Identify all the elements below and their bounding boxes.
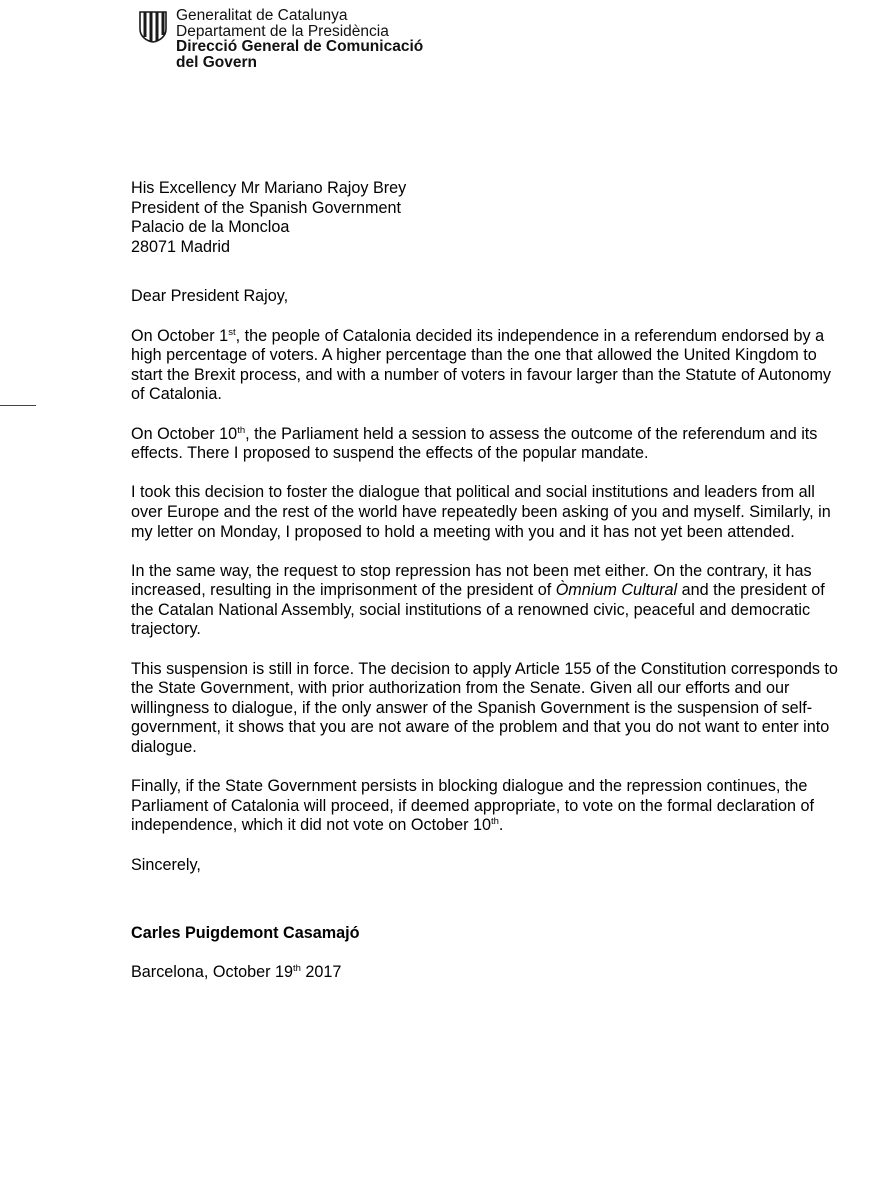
- paragraph-4: In the same way, the request to stop repression has not been met either. On the contrary, it has increased, resulting in the imprisonment of the president of Òmnium Cultural and the president of the Catalan National Assembly, social institutions of a renowned civic, peaceful and democratic trajectory.: [131, 561, 825, 639]
- paragraph-2: On October 10th, the Parliament held a session to assess the outcome of the referendum and its effects. There I proposed to suspend the effects of the popular mandate.: [131, 424, 818, 463]
- signer-name: Carles Puigdemont Casamajó: [131, 924, 360, 943]
- directorate-name: Direcció General de Comunicació: [176, 38, 424, 55]
- recipient-street: Palacio de la Moncloa: [131, 218, 290, 237]
- letter-body: [131, 179, 843, 983]
- recipient-city: 28071 Madrid: [131, 237, 230, 256]
- letterhead-text: [176, 8, 423, 70]
- paragraph-6: Finally, if the State Government persists in blocking dialogue and the repression continues, the Parliament of Catalonia will proceed, if deemed appropriate, to vote on the formal declaration of independence, which it did not vote on October 10th.: [131, 777, 814, 835]
- directorate-name-cont: del Govern: [176, 53, 257, 71]
- place-date: Barcelona, October 19th 2017: [131, 963, 342, 982]
- recipient-title: President of the Spanish Government: [131, 198, 401, 217]
- paragraph-1: On October 1st, the people of Catalonia decided its independence in a referendum endorsed by a high percentage of voters. A higher percentage than the one that allowed the United Kingdom to start the Brexit process, and with a number of voters in favour larger than the Statute of Autonomy of Catalonia.: [131, 326, 832, 404]
- fold-mark: [0, 405, 36, 406]
- paragraph-3: I took this decision to foster the dialogue that political and social institutions and leaders from all over Europe and the rest of the world have repeatedly been asking of you and myself. Similarly, in my letter on Monday, I proposed to hold a meeting with you and it has not yet been attended.: [131, 483, 831, 541]
- paragraph-5: This suspension is still in force. The decision to apply Article 155 of the Constitution corresponds to the State Government, with prior authorization from the Senate. Given all our efforts and our willingness to dialogue, if the only answer of the Spanish Government is the suspension of self-government, it shows that you are not aware of the problem and that you do not want to enter into dialogue.: [131, 659, 838, 757]
- recipient-address: [131, 179, 843, 257]
- closing: Sincerely,: [131, 855, 201, 874]
- recipient-name: His Excellency Mr Mariano Rajoy Brey: [131, 179, 407, 197]
- salutation: Dear President Rajoy,: [131, 287, 289, 306]
- org-name: Generalitat de Catalunya: [176, 7, 348, 24]
- department-name: Departament de la Presidència: [176, 22, 389, 40]
- catalan-government-emblem-icon: [139, 11, 167, 43]
